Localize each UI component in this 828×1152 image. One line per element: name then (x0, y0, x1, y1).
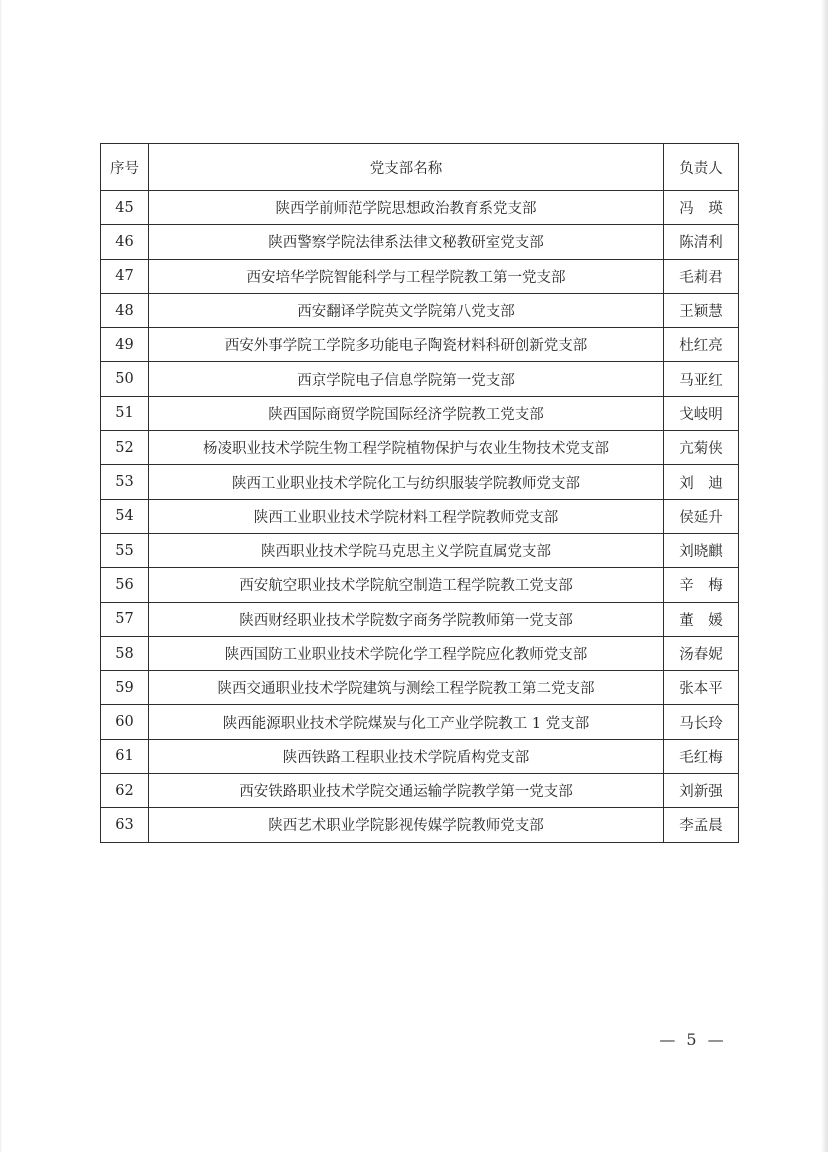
cell-serial-number: 57 (101, 602, 149, 636)
cell-branch-name: 陕西交通职业技术学院建筑与测绘工程学院教工第二党支部 (149, 671, 664, 705)
cell-branch-name: 西安航空职业技术学院航空制造工程学院教工党支部 (149, 568, 664, 602)
table-row (101, 328, 739, 362)
cell-person-in-charge: 马亚红 (664, 362, 739, 396)
table-row (101, 499, 739, 533)
table-header-row (101, 144, 739, 191)
cell-branch-name: 陕西学前师范学院思想政治教育系党支部 (149, 191, 664, 225)
table-row (101, 705, 739, 739)
cell-serial-number: 55 (101, 533, 149, 567)
cell-serial-number: 59 (101, 671, 149, 705)
cell-person-in-charge: 冯 瑛 (664, 191, 739, 225)
cell-person-in-charge: 刘新强 (664, 774, 739, 808)
table-row (101, 465, 739, 499)
cell-person-in-charge: 董 媛 (664, 602, 739, 636)
cell-branch-name: 西安铁路职业技术学院交通运输学院教学第一党支部 (149, 774, 664, 808)
cell-branch-name: 陕西能源职业技术学院煤炭与化工产业学院教工 1 党支部 (149, 705, 664, 739)
cell-person-in-charge: 毛莉君 (664, 259, 739, 293)
cell-serial-number: 62 (101, 774, 149, 808)
table-row (101, 362, 739, 396)
cell-serial-number: 56 (101, 568, 149, 602)
cell-serial-number: 53 (101, 465, 149, 499)
table-row (101, 739, 739, 773)
table-row (101, 533, 739, 567)
cell-person-in-charge: 毛红梅 (664, 739, 739, 773)
cell-person-in-charge: 辛 梅 (664, 568, 739, 602)
cell-serial-number: 58 (101, 636, 149, 670)
cell-person-in-charge: 张本平 (664, 671, 739, 705)
cell-branch-name: 陕西艺术职业学院影视传媒学院教师党支部 (149, 808, 664, 842)
cell-serial-number: 50 (101, 362, 149, 396)
cell-branch-name: 陕西工业职业技术学院材料工程学院教师党支部 (149, 499, 664, 533)
cell-serial-number: 61 (101, 739, 149, 773)
cell-branch-name: 西安翻译学院英文学院第八党支部 (149, 293, 664, 327)
cell-person-in-charge: 汤春妮 (664, 636, 739, 670)
cell-branch-name: 西安培华学院智能科学与工程学院教工第一党支部 (149, 259, 664, 293)
cell-branch-name: 陕西工业职业技术学院化工与纺织服装学院教师党支部 (149, 465, 664, 499)
cell-serial-number: 52 (101, 431, 149, 465)
scan-edge-right (821, 0, 828, 1152)
scan-edge-left (0, 0, 2, 1152)
table-row (101, 636, 739, 670)
cell-serial-number: 51 (101, 396, 149, 430)
cell-person-in-charge: 刘 迪 (664, 465, 739, 499)
cell-serial-number: 48 (101, 293, 149, 327)
column-header-person-in-charge: 负责人 (664, 144, 739, 191)
table-row (101, 568, 739, 602)
cell-serial-number: 47 (101, 259, 149, 293)
table-row (101, 225, 739, 259)
cell-branch-name: 陕西职业技术学院马克思主义学院直属党支部 (149, 533, 664, 567)
cell-branch-name: 西京学院电子信息学院第一党支部 (149, 362, 664, 396)
cell-serial-number: 60 (101, 705, 149, 739)
cell-branch-name: 陕西铁路工程职业技术学院盾构党支部 (149, 739, 664, 773)
cell-person-in-charge: 马长玲 (664, 705, 739, 739)
table-row (101, 293, 739, 327)
table-row (101, 774, 739, 808)
table-row (101, 396, 739, 430)
cell-person-in-charge: 李孟晨 (664, 808, 739, 842)
cell-serial-number: 63 (101, 808, 149, 842)
cell-person-in-charge: 王颖慧 (664, 293, 739, 327)
cell-serial-number: 49 (101, 328, 149, 362)
cell-serial-number: 54 (101, 499, 149, 533)
cell-person-in-charge: 亢菊侠 (664, 431, 739, 465)
cell-branch-name: 陕西财经职业技术学院数字商务学院教师第一党支部 (149, 602, 664, 636)
cell-branch-name: 陕西国际商贸学院国际经济学院教工党支部 (149, 396, 664, 430)
cell-branch-name: 陕西国防工业职业技术学院化学工程学院应化教师党支部 (149, 636, 664, 670)
cell-person-in-charge: 侯延升 (664, 499, 739, 533)
cell-serial-number: 46 (101, 225, 149, 259)
party-branch-table (100, 143, 739, 843)
table-row (101, 602, 739, 636)
table-row (101, 431, 739, 465)
column-header-serial-number: 序号 (101, 144, 149, 191)
cell-person-in-charge: 戈岐明 (664, 396, 739, 430)
cell-branch-name: 陕西警察学院法律系法律文秘教研室党支部 (149, 225, 664, 259)
cell-branch-name: 西安外事学院工学院多功能电子陶瓷材料科研创新党支部 (149, 328, 664, 362)
table-row (101, 671, 739, 705)
page-number: — 5 — (659, 1030, 727, 1049)
table-row (101, 259, 739, 293)
cell-person-in-charge: 刘晓麒 (664, 533, 739, 567)
cell-person-in-charge: 杜红亮 (664, 328, 739, 362)
table-row (101, 191, 739, 225)
cell-person-in-charge: 陈清利 (664, 225, 739, 259)
cell-serial-number: 45 (101, 191, 149, 225)
cell-branch-name: 杨凌职业技术学院生物工程学院植物保护与农业生物技术党支部 (149, 431, 664, 465)
table-row (101, 808, 739, 842)
column-header-branch-name: 党支部名称 (149, 144, 664, 191)
